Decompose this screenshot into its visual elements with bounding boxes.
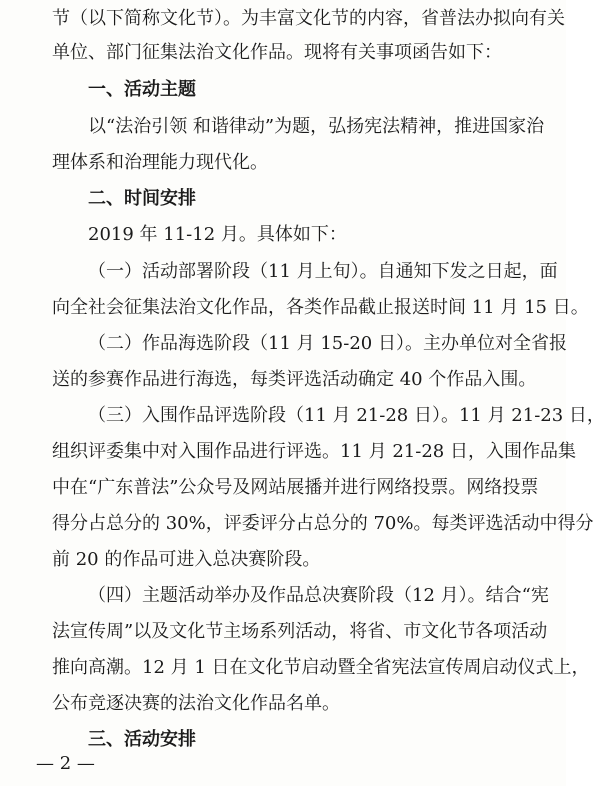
body-text-line: 向全社会征集法治文化作品，各类作品截止报送时间 11 月 15 日。 — [52, 297, 589, 318]
section-heading-schedule: 二、时间安排 — [88, 188, 196, 209]
body-text-line: （二）作品海选阶段（11 月 15-20 日）。主办单位对全省报 — [88, 333, 567, 354]
body-text-line: （四）主题活动举办及作品总决赛阶段（12 月）。结合“宪 — [88, 585, 549, 606]
body-text-line: 单位、部门征集法治文化作品。现将有关事项函告如下： — [52, 42, 502, 63]
body-text-line: 组织评委集中对入围作品进行评选。11 月 21-28 日，入围作品集 — [52, 441, 576, 462]
body-text-line: 法宣传周”以及文化节主场系列活动，将省、市文化节各项活动 — [52, 621, 548, 642]
body-text-line: 前 20 的作品可进入总决赛阶段。 — [52, 549, 321, 570]
section-heading-arrangement: 三、活动安排 — [88, 729, 196, 750]
body-text-line: 送的参赛作品进行海选，每类评选活动确定 40 个作品入围。 — [52, 369, 537, 390]
body-text-line: 以“法治引领 和谐律动”为题，弘扬宪法精神，推进国家治 — [88, 116, 545, 137]
body-text-line: （一）活动部署阶段（11 月上旬）。自通知下发之日起，面 — [88, 261, 558, 282]
body-text-line: 2019 年 11-12 月。具体如下： — [88, 224, 347, 245]
body-text-line: 理体系和治理能力现代化。 — [52, 152, 268, 173]
page-number: — 2 — — [36, 753, 95, 774]
body-text-line: 节（以下简称文化节）。为丰富文化节的内容，省普法办拟向有关 — [52, 8, 565, 29]
body-text-line: 公布竞逐决赛的法治文化作品名单。 — [52, 693, 340, 714]
body-text-line: 得分占总分的 30%，评委评分占总分的 70%。每类评选活动中得分 — [52, 513, 594, 534]
body-text-line: （三）入围作品评选阶段（11 月 21-28 日）。11 月 21-23 日， — [88, 405, 605, 426]
section-heading-theme: 一、活动主题 — [88, 79, 196, 100]
body-text-line: 推向高潮。12 月 1 日在文化节启动暨全省宪法宣传周启动仪式上， — [52, 657, 590, 678]
body-text-line: 中在“广东普法”公众号及网站展播并进行网络投票。网络投票 — [52, 477, 539, 498]
